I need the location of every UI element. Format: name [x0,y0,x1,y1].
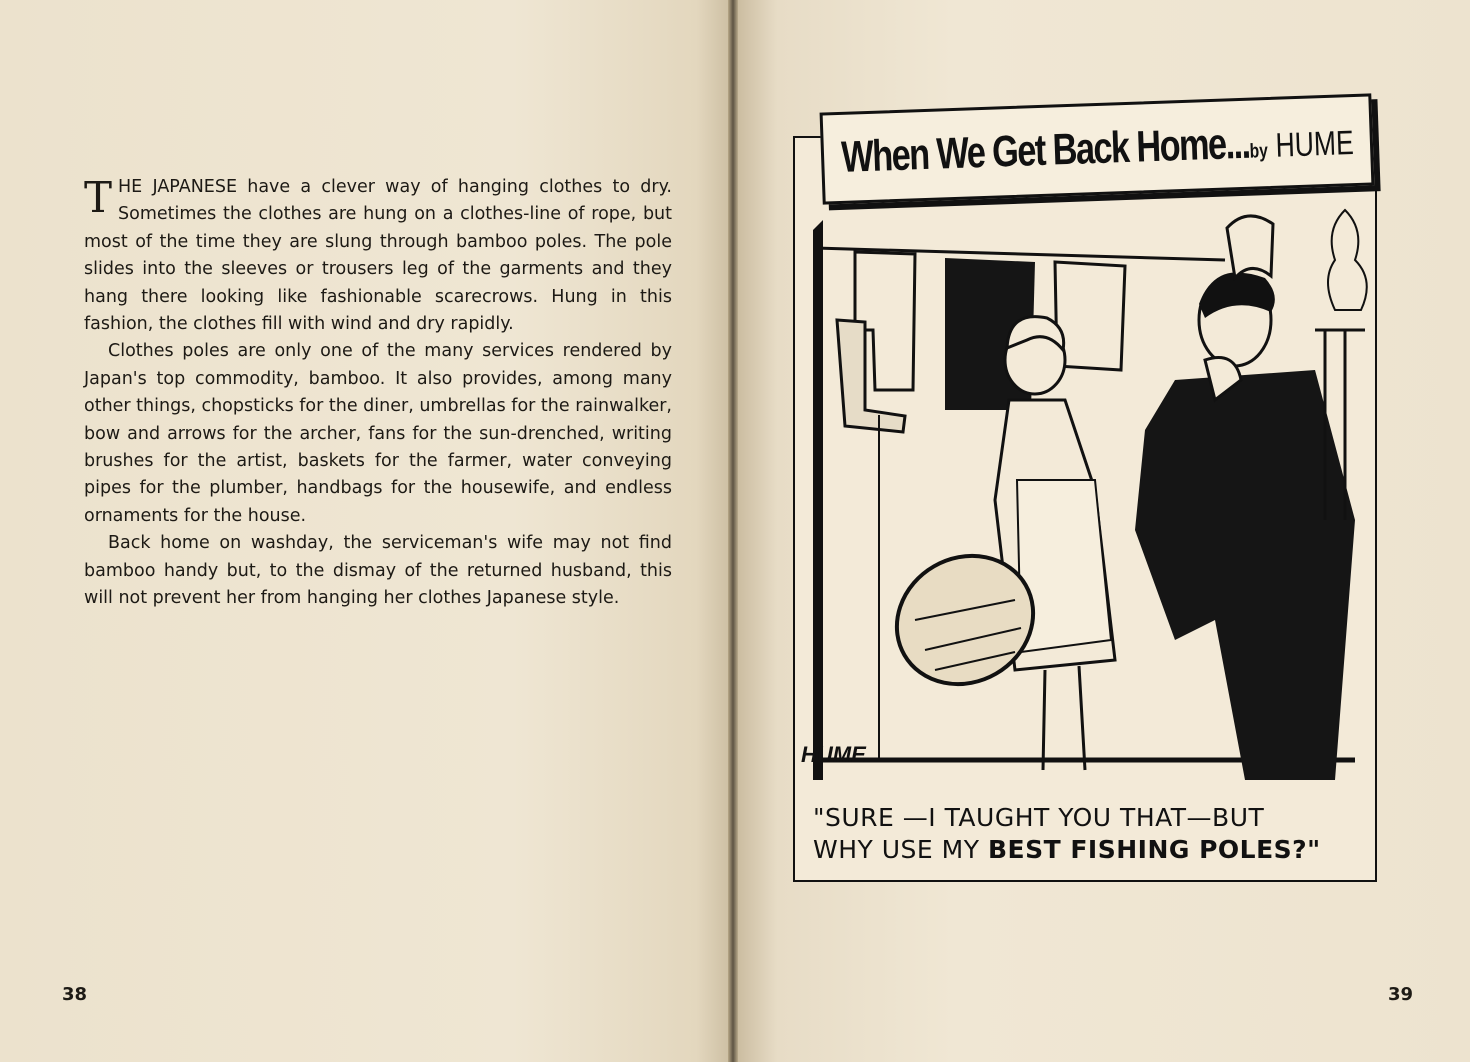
caption-line-2-bold: BEST FISHING POLES?" [987,835,1321,864]
caption-line-2 [813,834,1369,866]
cartoon-title-main: When We Get Back Home... [840,118,1250,182]
drop-cap: T [84,173,113,222]
paragraph-3: Back home on washday, the serviceman's wife may not find bamboo handy but, to the dismay of the returned husband, this will not prevent her from hanging her clothes Japanese style. [84,533,672,609]
caption-line-2-plain: WHY USE MY [813,835,988,864]
left-page [0,0,733,1062]
woman-legs [1043,666,1085,770]
paragraph-2: Clothes poles are only one of the many services rendered by Japan's top commodity, bamboo. It also provides, among many other things, chopsticks for the diner, umbrellas for the rainwalker, bow and arrows for the archer, fans for the sun-drenched, writing brushes for the artist, baskets for the farmer, water conveying pipes for the plumber, handbags for the housewife, and endless ornaments for the house. [84,341,672,526]
cartoon-title-by: by [1248,140,1268,163]
paragraph-1-text: HE JAPANESE have a clever way of hanging clothes to dry. Sometimes the clothes are hung on a clothes-line of rope, but most of the time they are slung through bamboo poles. The pole slides into the sleeves or trousers leg of the garments and they hang there looking like fashionable scarecrows. Hung in this fashion, the clothes fill with wind and dry rapidly. [84,177,672,335]
sailor-hat [1227,216,1273,278]
page-number-left: 38 [62,984,88,1005]
cartoon-caption [813,802,1369,866]
cartoon-illustration [795,200,1375,800]
cartoon-title-author: HUME [1274,124,1354,165]
sailor-uniform [1135,370,1355,780]
cartoon-title [840,115,1354,183]
bamboo-pole-left [813,220,823,780]
cartoon-title-banner [820,93,1375,204]
article-text [84,174,672,613]
caption-line-1: "SURE —I TAUGHT YOU THAT—BUT [813,803,1265,832]
page-number-right: 39 [1387,984,1413,1005]
paragraph-1 [84,174,672,338]
right-page [733,0,1470,1062]
artist-signature: HUME [801,742,866,767]
book-gutter [728,0,738,1062]
bush [1328,210,1367,310]
